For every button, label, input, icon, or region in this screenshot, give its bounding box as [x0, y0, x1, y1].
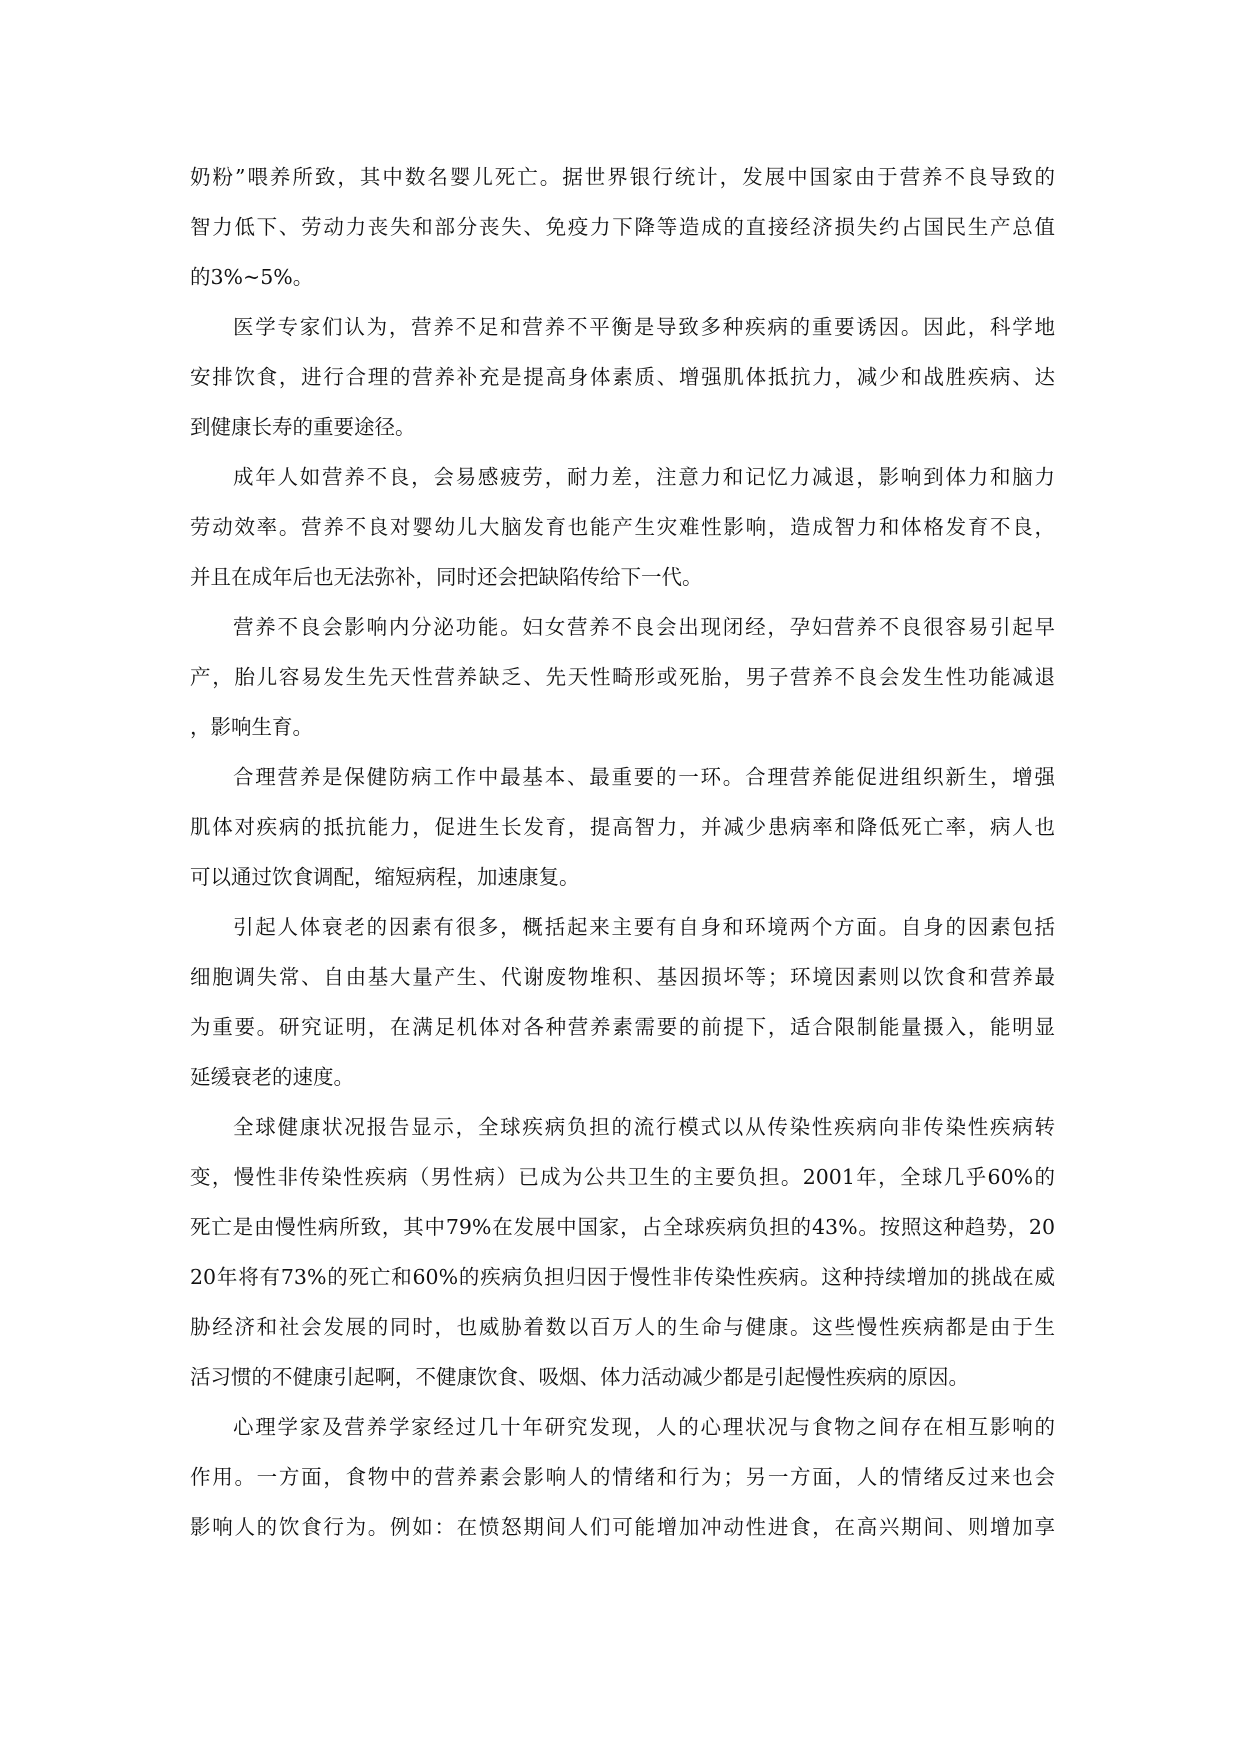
- text-line: 肌体对疾病的抵抗能力，促进生长发育，提高智力，并减少患病率和降低死亡率，病人也: [190, 815, 1055, 839]
- paragraph-7: [190, 1102, 1055, 1402]
- paragraph-6: [190, 902, 1055, 1102]
- text-line: 安排饮食，进行合理的营养补充是提高身体素质、增强肌体抵抗力，减少和战胜疾病、达: [190, 365, 1055, 389]
- text-line: 医学专家们认为，营养不足和营养不平衡是导致多种疾病的重要诱因。因此，科学地: [233, 315, 1055, 339]
- text-line: 营养不良会影响内分泌功能。妇女营养不良会出现闭经，孕妇营养不良很容易引起早: [233, 615, 1055, 639]
- text-line: 死亡是由慢性病所致，其中79%在发展中国家，占全球疾病负担的43%。按照这种趋势，20: [190, 1215, 1055, 1239]
- text-line: 延缓衰老的速度。: [190, 1065, 354, 1089]
- text-line: 影响人的饮食行为。例如：在愤怒期间人们可能增加冲动性进食，在高兴期间、则增加享: [190, 1515, 1055, 1539]
- document-body: [190, 152, 1055, 1552]
- text-line: 20年将有73%的死亡和60%的疾病负担归因于慢性非传染性疾病。这种持续增加的挑战在威: [190, 1265, 1055, 1289]
- text-line: 可以通过饮食调配，缩短病程，加速康复。: [190, 865, 580, 889]
- text-line: 到健康长寿的重要途径。: [190, 415, 416, 439]
- text-line: 智力低下、劳动力丧失和部分丧失、免疫力下降等造成的直接经济损失约占国民生产总值: [190, 215, 1055, 239]
- text-line: 成年人如营养不良，会易感疲劳，耐力差，注意力和记忆力减退，影响到体力和脑力: [233, 465, 1055, 489]
- text-line: 活习惯的不健康引起啊，不健康饮食、吸烟、体力活动减少都是引起慢性疾病的原因。: [190, 1365, 969, 1389]
- text-line: 劳动效率。营养不良对婴幼儿大脑发育也能产生灾难性影响，造成智力和体格发育不良，: [190, 515, 1055, 539]
- paragraph-4: [190, 602, 1055, 752]
- text-line: 合理营养是保健防病工作中最基本、最重要的一环。合理营养能促进组织新生，增强: [233, 765, 1055, 789]
- text-line: 作用。一方面，食物中的营养素会影响人的情绪和行为；另一方面，人的情绪反过来也会: [190, 1465, 1055, 1489]
- text-line: 奶粉”喂养所致，其中数名婴儿死亡。据世界银行统计，发展中国家由于营养不良导致的: [190, 165, 1055, 189]
- text-line: 心理学家及营养学家经过几十年研究发现，人的心理状况与食物之间存在相互影响的: [233, 1415, 1055, 1439]
- text-line: 胁经济和社会发展的同时，也威胁着数以百万人的生命与健康。这些慢性疾病都是由于生: [190, 1315, 1055, 1339]
- paragraph-3: [190, 452, 1055, 602]
- paragraph-5: [190, 752, 1055, 902]
- text-line: 的3%~5%。: [190, 265, 314, 289]
- paragraph-2: [190, 302, 1055, 452]
- paragraph-1: [190, 152, 1055, 302]
- text-line: 细胞调失常、自由基大量产生、代谢废物堆积、基因损坏等；环境因素则以饮食和营养最: [190, 965, 1055, 989]
- text-line: 为重要。研究证明，在满足机体对各种营养素需要的前提下，适合限制能量摄入，能明显: [190, 1015, 1055, 1039]
- paragraph-8: [190, 1402, 1055, 1552]
- text-line: 全球健康状况报告显示，全球疾病负担的流行模式以从传染性疾病向非传染性疾病转: [233, 1115, 1055, 1139]
- text-line: ，影响生育。: [190, 715, 313, 739]
- text-line: 产，胎儿容易发生先天性营养缺乏、先天性畸形或死胎，男子营养不良会发生性功能减退: [190, 665, 1055, 689]
- text-line: 并且在成年后也无法弥补，同时还会把缺陷传给下一代。: [190, 565, 703, 589]
- text-line: 引起人体衰老的因素有很多，概括起来主要有自身和环境两个方面。自身的因素包括: [233, 915, 1055, 939]
- text-line: 变，慢性非传染性疾病（男性病）已成为公共卫生的主要负担。2001年，全球几乎60%的: [190, 1165, 1055, 1189]
